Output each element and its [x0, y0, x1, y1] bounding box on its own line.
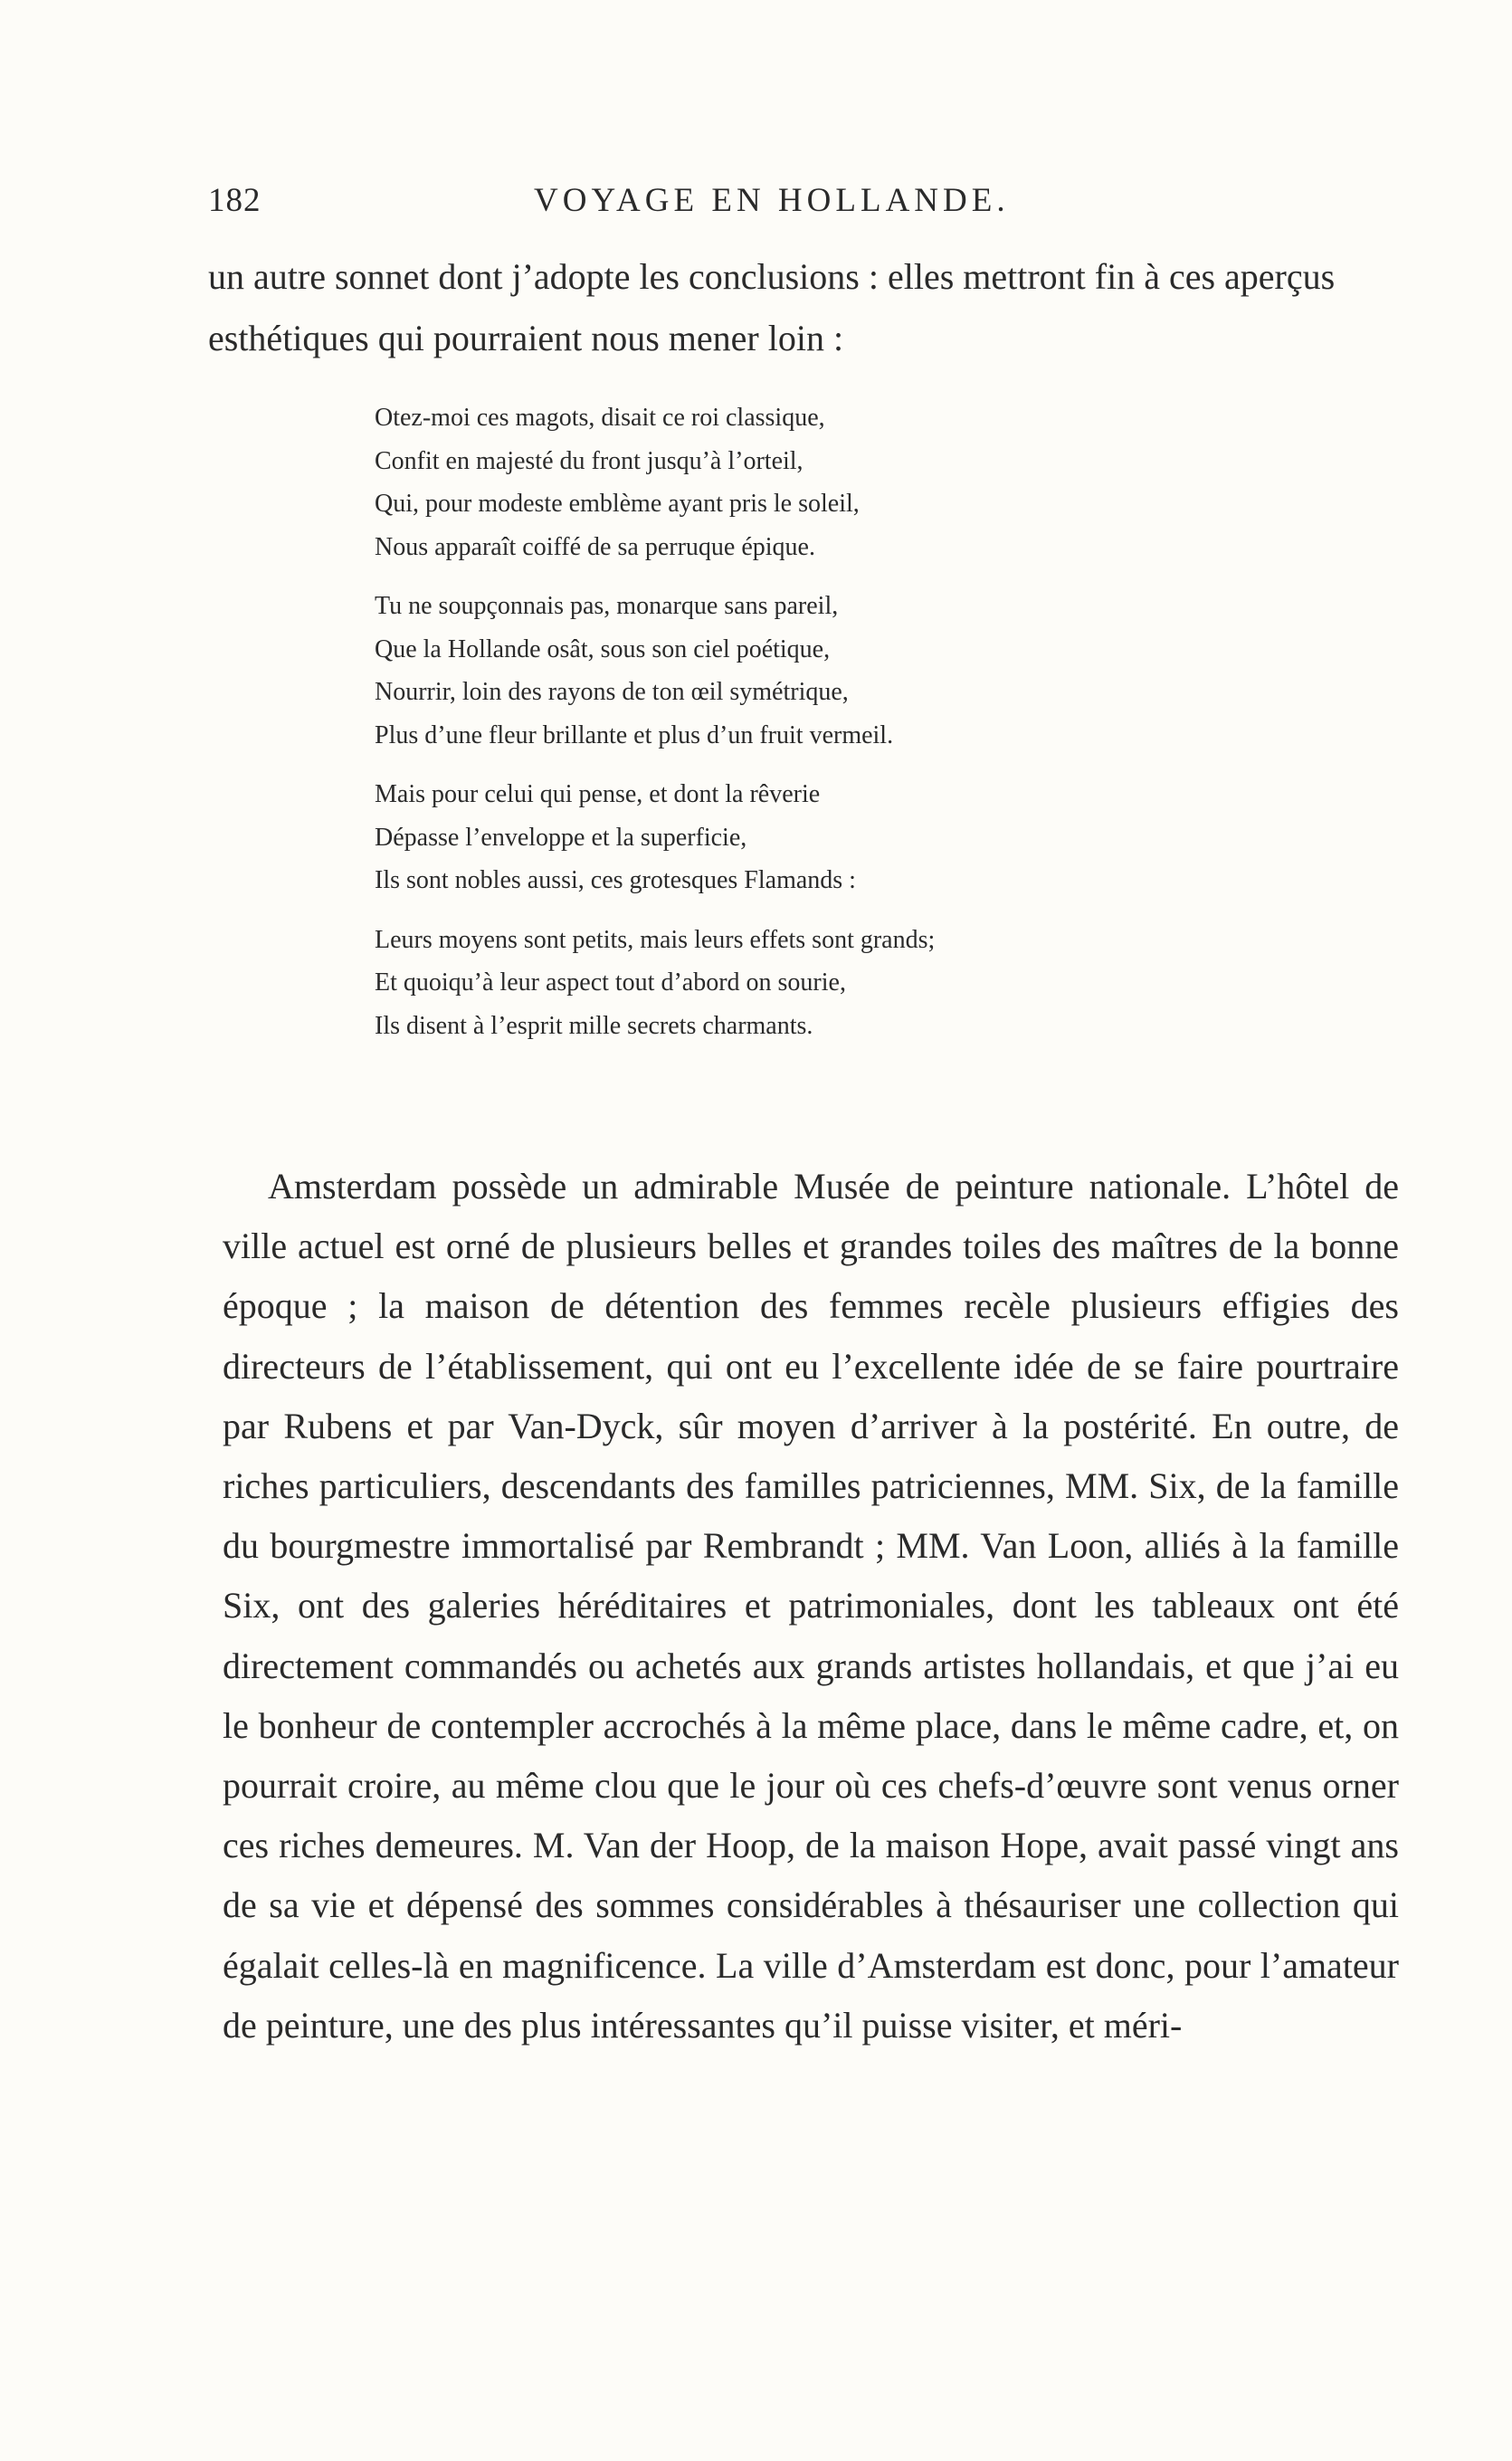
poem-line: Confit en majesté du front jusqu’à l’orteil, [375, 446, 804, 475]
poem-line: Que la Hollande osât, sous son ciel poétique, [375, 634, 831, 663]
running-title: VOYAGE EN HOLLANDE. [534, 182, 1010, 219]
poem-line: Ils disent à l’esprit mille secrets charmants. [375, 1011, 813, 1040]
poem-line: Nourrir, loin des rayons de ton œil symétrique, [375, 678, 849, 706]
stanza [375, 585, 1189, 757]
poem-line: Leurs moyens sont petits, mais leurs effets sont grands; [375, 925, 936, 954]
poem-line: Ils sont nobles aussi, ces grotesques Flamands : [375, 866, 856, 894]
poem-line: Plus d’une fleur brillante et plus d’un fruit vermeil. [375, 720, 894, 749]
stanza [375, 773, 1189, 902]
sonnet [375, 396, 1189, 1064]
page-number: 182 [208, 182, 262, 219]
poem-line: Mais pour celui qui pense, et dont la rêverie [375, 780, 821, 808]
intro-paragraph [208, 246, 1393, 369]
body-paragraph: Amsterdam possède un admirable Musée de peinture nationale. L’hôtel de ville actuel est orné de plusieurs belles et grandes toiles des maîtres de la bonne époque ; la maison de détention des femmes recèle plusieurs effigies des directeurs de l’établissement, qui ont eu l’excellente idée de se faire pourtraire par Rubens et par Van-Dyck, sûr moyen d’arriver à la postérité. En outre, de riches particuliers, descendants des familles patriciennes, MM. Six, de la famille du bourgmestre immortalisé par Rembrandt ; MM. Van Loon, alliés à la famille Six, ont des galeries héréditaires et patrimoniales, dont les tableaux ont été directement commandés ou achetés aux grands artistes hollandais, et que j’ai eu le bonheur de contempler accrochés à la même place, dans le même cadre, et, on pourrait croire, au même clou que le jour où ces chefs-d’œuvre sont venus orner ces riches demeures. M. Van der Hoop, de la maison Hope, avait passé vingt ans de sa vie et dépensé des sommes considérables à thésauriser une collection qui égalait celles-là en magnificence. La ville d’Amsterdam est donc, pour l’amateur de peinture, une des plus intéressantes qu’il puisse visiter, et méri- [223, 1166, 1399, 2046]
poem-line: Nous apparaît coiffé de sa perruque épique. [375, 532, 815, 561]
poem-line: Dépasse l’enveloppe et la superficie, [375, 823, 747, 852]
poem-line: Et quoiqu’à leur aspect tout d’abord on sourie, [375, 968, 846, 997]
intro-text: un autre sonnet dont j’adopte les conclusions : elles mettront fin à ces aperçus esthétiques qui pourraient nous mener loin : [208, 256, 1336, 358]
stanza [375, 396, 1189, 568]
page-header [208, 181, 1389, 228]
stanza [375, 919, 1189, 1048]
body-text [223, 1157, 1399, 2056]
poem-line: Qui, pour modeste emblème ayant pris le soleil, [375, 490, 860, 518]
poem-line: Tu ne soupçonnais pas, monarque sans pareil, [375, 592, 839, 620]
poem-line: Otez-moi ces magots, disait ce roi classique, [375, 404, 825, 432]
